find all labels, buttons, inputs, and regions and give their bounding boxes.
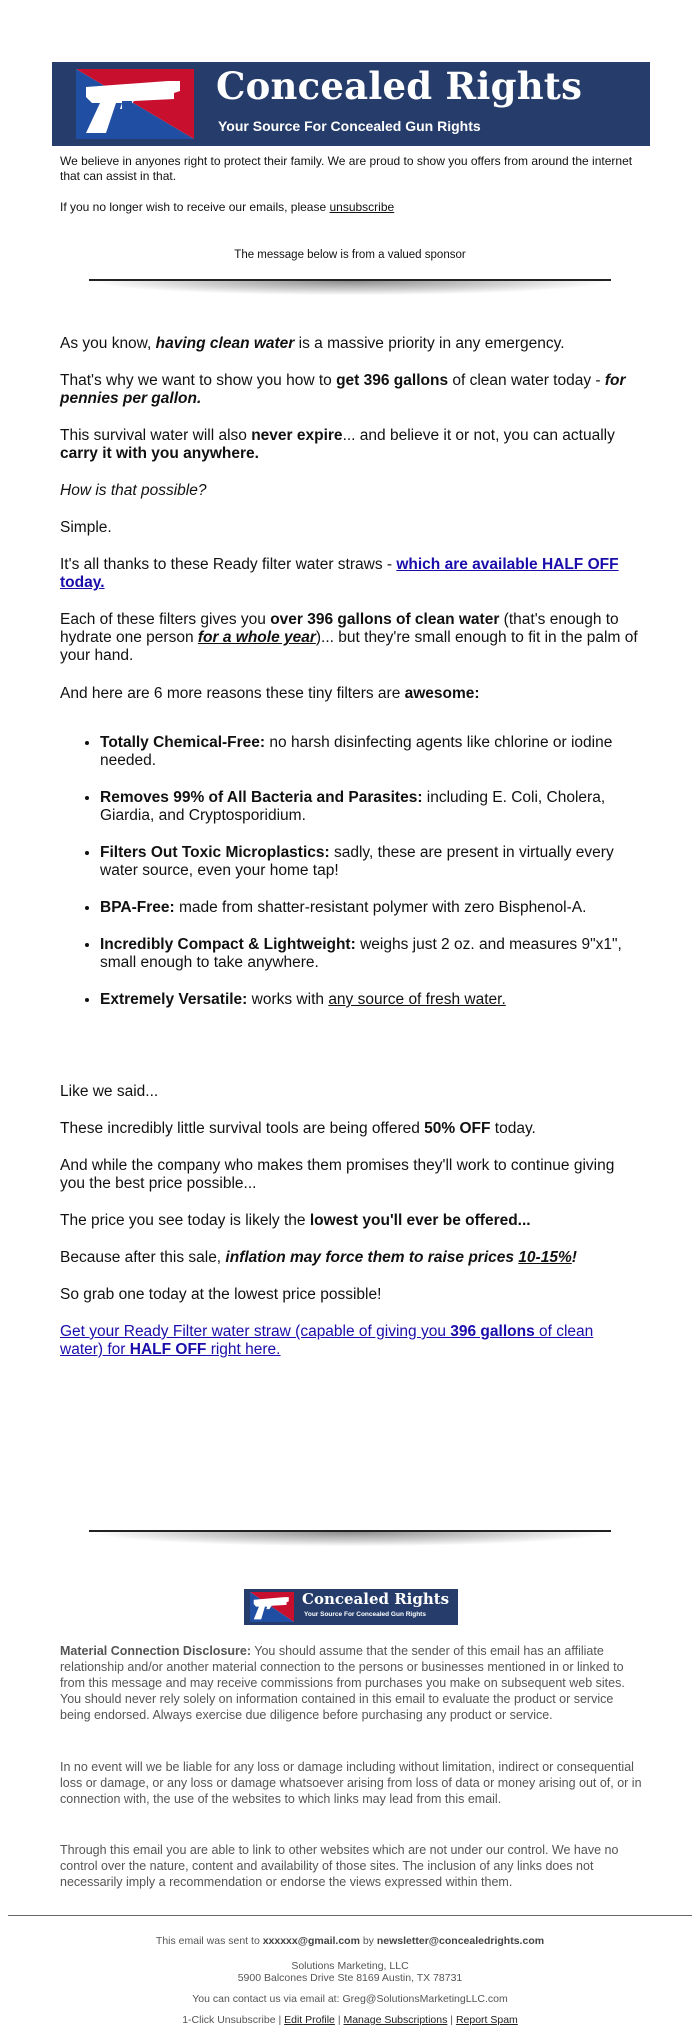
paragraph-14: So grab one today at the lowest price possible! [60, 1286, 382, 1303]
footer-brand: Concealed Rights [302, 1590, 450, 1608]
list-item [100, 734, 640, 770]
company-name: Solutions Marketing, LLC [291, 1960, 409, 1972]
paragraph-5: Simple. [60, 519, 112, 536]
text: You can contact us via email at: [192, 1993, 343, 2005]
paragraph-2 [60, 372, 640, 408]
paragraph-3 [60, 427, 640, 463]
disclosure-2: In no event will we be liable for any loss or damage including without limitation, indirect or consequential loss or damage, or any loss or damage whatsoever arising from loss of data or money arising out of, or in connection with, the use of the websites to which links may lead from this email. [60, 1760, 642, 1806]
emphasis: ! [571, 1249, 577, 1266]
divider-bottom-shadow [95, 1532, 605, 1546]
footer-tagline: Your Source For Concealed Gun Rights [304, 1611, 426, 1618]
text: by [359, 1935, 377, 1947]
text: As you know, [60, 335, 156, 352]
emphasis: never expire [251, 427, 343, 444]
cta-paragraph [60, 1323, 640, 1359]
footer-rule [8, 1915, 692, 1916]
list-item [100, 844, 640, 880]
text: Because after this sale, [60, 1249, 226, 1266]
divider-top-shadow [95, 281, 605, 295]
disclosure-title: Material Connection Disclosure: [60, 1644, 252, 1658]
paragraph-13 [60, 1249, 640, 1267]
contact-email: Greg@SolutionsMarketingLLC.com [342, 1993, 508, 2005]
text: These incredibly little survival tools are being offered [60, 1120, 425, 1137]
text: This email was sent to [155, 1935, 263, 1947]
emphasis: over 396 gallons of clean water [270, 611, 500, 628]
paragraph-10 [60, 1120, 640, 1138]
emphasis: inflation may force them to raise prices [225, 1249, 519, 1266]
brand-title: Concealed Rights [216, 64, 583, 108]
emphasis: lowest you'll ever be offered... [309, 1212, 531, 1229]
recipient-email: xxxxxx@gmail.com [262, 1935, 360, 1947]
emphasis: having clean water [155, 335, 295, 352]
text: The price you see today is likely the [60, 1212, 310, 1229]
half-off-link[interactable]: which are available HALF OFF today. [60, 556, 619, 591]
emphasis: HALF OFF [129, 1341, 207, 1358]
footer-logo [244, 1589, 458, 1625]
paragraph-9: Like we said... [60, 1083, 159, 1100]
emphasis: awesome: [404, 685, 480, 702]
edit-profile-link[interactable]: Edit Profile [284, 2014, 335, 2026]
contact-line [0, 1993, 700, 2006]
paragraph-7 [60, 611, 640, 665]
manage-subscriptions-link[interactable]: Manage Subscriptions [343, 2014, 448, 2026]
list-item [100, 991, 640, 1009]
text: of clean water today - [448, 372, 605, 389]
sponsor-note: The message below is from a valued sponsor [234, 249, 466, 261]
text: This survival water will also [60, 427, 252, 444]
disclosure-1 [60, 1643, 644, 1723]
text: And here are 6 more reasons these tiny filters are [60, 685, 405, 702]
reason-text: weighs just 2 oz. and measures 9"x1", small enough to take anywhere. [100, 936, 622, 971]
text: right here. [206, 1341, 281, 1358]
paragraph-8 [60, 685, 640, 703]
cta-link[interactable] [60, 1323, 593, 1358]
emphasis: carry it with you anywhere. [60, 445, 259, 462]
emphasis: for a whole year [197, 629, 316, 646]
reason-title: Extremely Versatile: [100, 991, 248, 1008]
reason-text: made from shatter-resistant polymer with zero Bisphenol-A. [174, 899, 587, 916]
text: It's all thanks to these Ready filter water straws - [60, 556, 397, 573]
text: You should assume that the sender of this email has an affiliate relationship and/or another material connection to the persons or businesses mentioned in or linked to from this message and may receive commissions from purchases you make on subsequent web sites. You should never rely solely on information contained in this email to evaluate the product or service being endorsed. Always exercise due diligence before purchasing any product or service. [60, 1644, 625, 1722]
text: is a massive priority in any emergency. [294, 335, 565, 352]
paragraph-1 [60, 335, 640, 353]
paragraph-6 [60, 556, 640, 592]
disclosure-3: Through this email you are able to link to other websites which are not under our control. We have no control over the nature, content and availability of those sites. The inclusion of any links does not necessarily imply a recommendation or endorse the views expressed within them. [60, 1843, 619, 1889]
reason-title: Incredibly Compact & Lightweight: [100, 936, 356, 953]
list-item [100, 936, 640, 972]
text: How is that possible? [60, 482, 207, 499]
emphasis: get 396 gallons [336, 372, 449, 389]
intro-text: We believe in anyones right to protect their family. We are proud to show you offers from around the internet that can assist in that. [60, 154, 633, 183]
unsubscribe-line [60, 200, 650, 215]
unsubscribe-prefix: If you no longer wish to receive our emails, please [60, 200, 327, 214]
company-address: 5900 Balcones Drive Ste 8169 Austin, TX 78731 [237, 1972, 463, 1984]
text: (that's enough to hydrate one person [60, 611, 619, 646]
list-item [100, 899, 640, 917]
reason-text: no harsh disinfecting agents like chlorine or iodine needed. [100, 734, 613, 769]
pistol-icon [76, 69, 194, 139]
text: of clean water) for [60, 1323, 594, 1358]
list-item [100, 789, 640, 825]
brand-tagline: Your Source For Concealed Gun Rights [218, 118, 481, 134]
one-click-unsubscribe-link[interactable]: 1-Click Unsubscribe [182, 2014, 276, 2026]
reason-text: including E. Coli, Cholera, Giardia, and Cryptosporidium. [100, 789, 606, 824]
emphasis: 396 gallons [450, 1323, 535, 1340]
sender-email: newsletter@concealedrights.com [376, 1935, 545, 1947]
report-spam-link[interactable]: Report Spam [455, 2014, 518, 2026]
text: ... and believe it or not, you can actually [342, 427, 615, 444]
reason-title: BPA-Free: [100, 899, 175, 916]
text: )... but they're small enough to fit in the palm of your hand. [60, 629, 638, 664]
emphasis: 50% OFF [424, 1120, 491, 1137]
reason-title: Removes 99% of All Bacteria and Parasites: [100, 789, 423, 806]
reason-title: Filters Out Toxic Microplastics: [100, 844, 330, 861]
reason-title: Totally Chemical-Free: [100, 734, 266, 751]
text: Each of these filters gives you [60, 611, 271, 628]
emphasis: for pennies per gallon. [60, 372, 626, 407]
paragraph-11: And while the company who makes them promises they'll work to continue giving you the best price possible... [60, 1157, 615, 1192]
reasons-list [60, 734, 640, 1009]
pistol-icon [250, 1592, 294, 1622]
text: today. [490, 1120, 536, 1137]
text: That's why we want to show you how to [60, 372, 337, 389]
reason-underline: any source of fresh water. [328, 991, 506, 1008]
unsubscribe-link[interactable]: unsubscribe [329, 200, 395, 214]
reason-text: sadly, these are present in virtually every water source, even your home tap! [100, 844, 614, 879]
paragraph-12 [60, 1212, 640, 1230]
footer-links: 1-Click Unsubscribe | Edit Profile | Manage Subscriptions | Report Spam [182, 2014, 518, 2026]
reason-text: works with [247, 991, 329, 1008]
header-banner [52, 62, 650, 146]
sent-to-line [0, 1935, 700, 1948]
paragraph-4 [60, 482, 640, 500]
emphasis: 10-15% [518, 1249, 572, 1266]
text: Get your Ready Filter water straw (capable of giving you [60, 1323, 451, 1340]
